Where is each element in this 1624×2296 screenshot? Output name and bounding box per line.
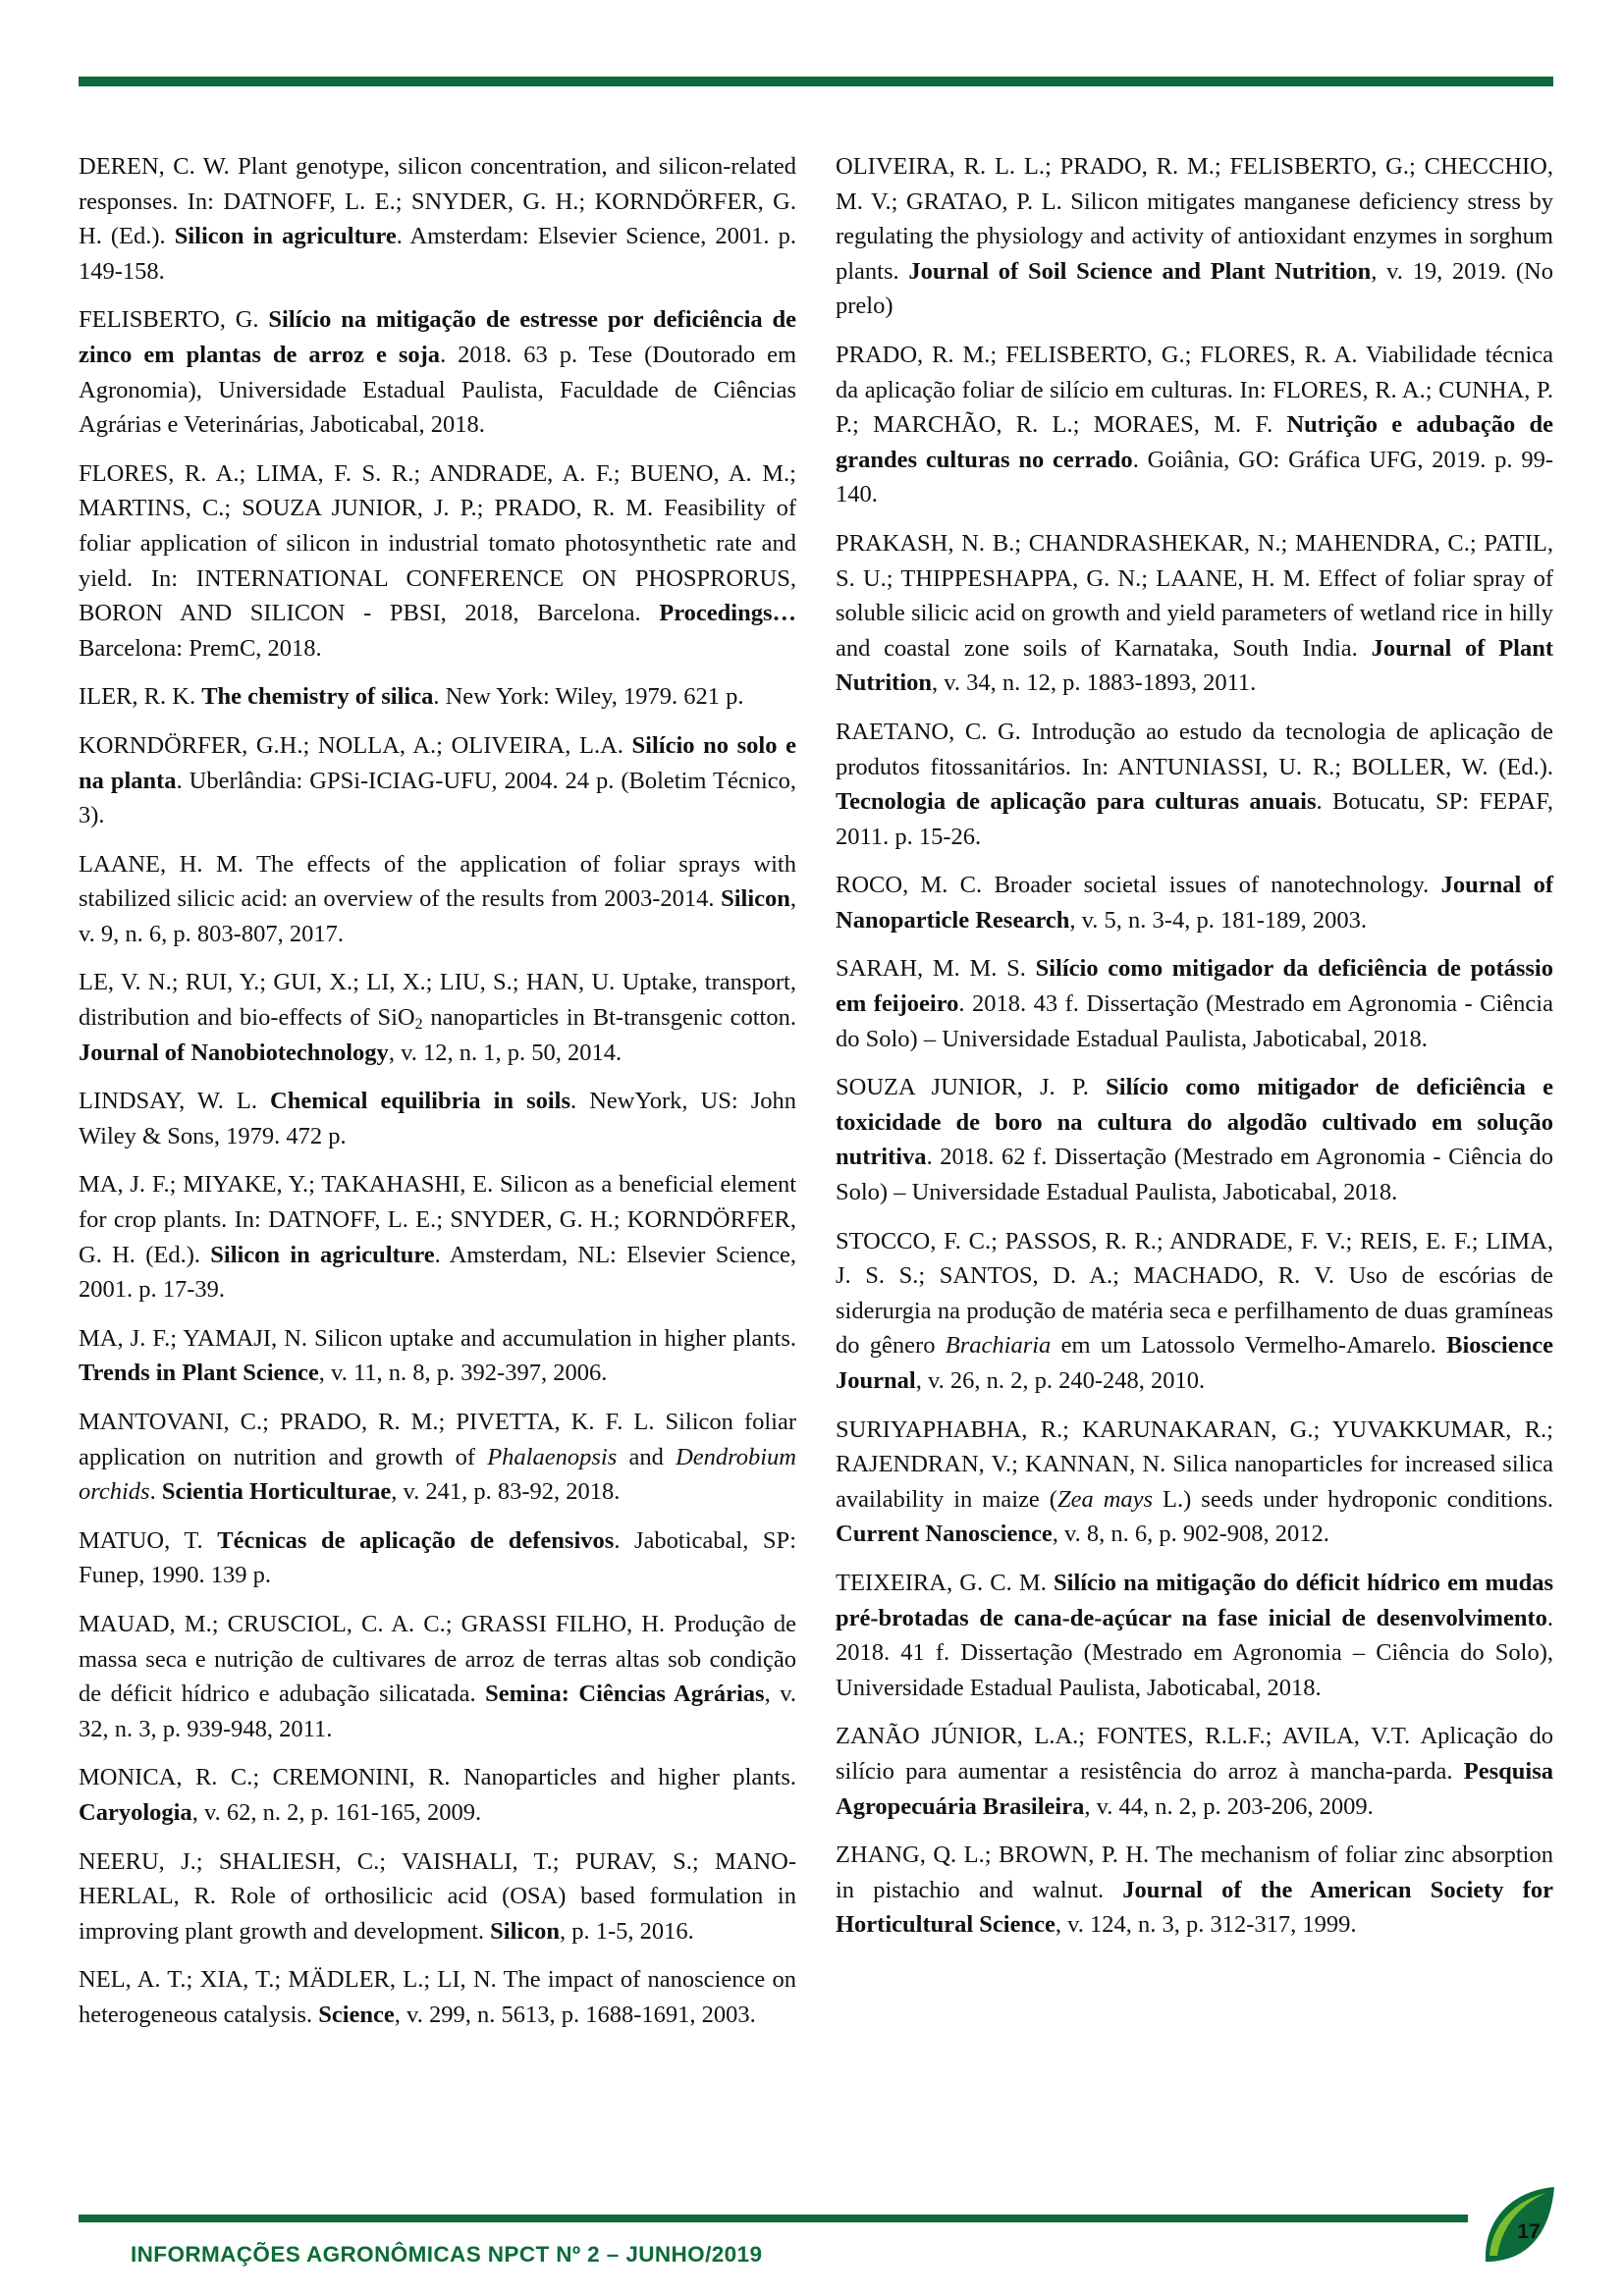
- reference-text: STOCCO, F. C.; PASSOS, R. R.; ANDRADE, F. V.; REIS, E. F.; LIMA, J. S. S.; SANTOS, D. A.; MACHADO, R. V. Uso de escórias de siderurgia na produção de matéria seca e perfilhamento de duas gramíneas do gênero: [836, 1227, 1553, 1360]
- reference-title: Técnicas de aplicação de defensivos: [217, 1526, 615, 1554]
- reference-title: Silício no solo e na planta: [79, 731, 796, 794]
- reference-title: Silicon in agriculture: [210, 1241, 435, 1268]
- reference-entry: [836, 1719, 1553, 1824]
- reference-title: Tecnologia de aplicação para culturas anuais: [836, 788, 1317, 816]
- reference-text: OLIVEIRA, R. L. L.; PRADO, R. M.; FELISBERTO, G.; CHECCHIO, M. V.; GRATAO, P. L. Silicon mitigates manganese deficiency stress by regulating the physiology and activity of antioxidant enzymes in sorghum plants.: [836, 153, 1553, 285]
- reference-entry: [79, 1405, 796, 1510]
- reference-text: LAANE, H. M. The effects of the application of foliar sprays with stabilized silicic acid: an overview of the results from 2003-2014.: [79, 850, 796, 913]
- reference-text: , v. 8, n. 6, p. 902-908, 2012.: [1052, 1521, 1329, 1548]
- reference-text: . Jaboticabal, SP: Funep, 1990. 139 p.: [79, 1526, 796, 1589]
- reference-entry: [79, 1607, 796, 1746]
- reference-entry: [79, 1844, 796, 1949]
- reference-text: LE, V. N.; RUI, Y.; GUI, X.; LI, X.; LIU, S.; HAN, U. Uptake, transport, distribution and bio-effects of SiO: [79, 969, 796, 1032]
- reference-text: ZANÃO JÚNIOR, L.A.; FONTES, R.L.F.; AVILA, V.T. Aplicação do silício para aumentar a resistência do arroz à mancha-parda.: [836, 1723, 1553, 1785]
- reference-text: LINDSAY, W. L.: [79, 1088, 271, 1115]
- reference-entry: [79, 1760, 796, 1830]
- reference-text: ROCO, M. C. Broader societal issues of nanotechnology.: [836, 872, 1441, 899]
- reference-entry: [836, 526, 1553, 701]
- reference-text: , p. 1-5, 2016.: [559, 1917, 694, 1945]
- reference-text: 2: [414, 1016, 423, 1034]
- reference-title: Pesquisa Agropecuária Brasileira: [836, 1757, 1553, 1820]
- reference-text: . NewYork, US: John Wiley & Sons, 1979. 472 p.: [79, 1088, 796, 1149]
- reference-text: FLORES, R. A.; LIMA, F. S. R.; ANDRADE, A. F.; BUENO, A. M.; MARTINS, C.; SOUZA JUNIOR, J. P.; PRADO, R. M. Feasibility of foliar application of silicon in industrial tomato photosynthetic rate and yield. In: INTERNATIONAL CONFERENCE ON PHOSPRORUS, BORON AND SILICON - PBSI, 2018, Barcelona.: [79, 459, 796, 627]
- reference-text: MANTOVANI, C.; PRADO, R. M.; PIVETTA, K. F. L. Silicon foliar application on nutrition and growth of: [79, 1409, 796, 1470]
- reference-text: , v. 299, n. 5613, p. 1688-1691, 2003.: [394, 2001, 756, 2028]
- reference-title: Silício como mitigador da deficiência de potássio em feijoeiro: [836, 955, 1553, 1018]
- reference-text: . 2018. 41 f. Dissertação (Mestrado em Agronomia – Ciência do Solo), Universidade Estadual Paulista, Jaboticabal, 2018.: [836, 1604, 1553, 1701]
- reference-text: . Goiânia, GO: Gráfica UFG, 2019. p. 99-140.: [836, 446, 1553, 508]
- reference-text: MATUO, T.: [79, 1526, 218, 1554]
- reference-title: Silicon: [721, 885, 790, 913]
- reference-title: Procedings…: [659, 600, 796, 627]
- reference-entry: [836, 868, 1553, 937]
- reference-text: . New York: Wiley, 1979. 621 p.: [433, 683, 744, 711]
- reference-entry: [79, 728, 796, 833]
- reference-title: Trends in Plant Science: [79, 1360, 319, 1387]
- reference-text: . 2018. 63 p. Tese (Doutorado em Agronomia), Universidade Estadual Paulista, Faculdade de Ciências Agrárias e Veterinárias, Jaboticabal, 2018.: [79, 341, 796, 439]
- top-divider: [79, 77, 1553, 86]
- reference-italic: Phalaenopsis: [487, 1443, 618, 1470]
- reference-text: , v. 124, n. 3, p. 312-317, 1999.: [1055, 1911, 1357, 1939]
- reference-text: , v. 44, n. 2, p. 203-206, 2009.: [1084, 1792, 1374, 1820]
- reference-title: Journal of the American Society for Horticultural Science: [836, 1876, 1553, 1939]
- reference-text: . Uberlândia: GPSi-ICIAG-UFU, 2004. 24 p. (Boletim Técnico, 3).: [79, 767, 797, 829]
- reference-text: , v. 11, n. 8, p. 392-397, 2006.: [318, 1360, 608, 1387]
- reference-entry: [79, 1084, 796, 1153]
- reference-text: RAETANO, C. G. Introdução ao estudo da tecnologia de aplicação de produtos fitossanitários. In: ANTUNIASSI, U. R.; BOLLER, W. (Ed.).: [836, 718, 1553, 780]
- reference-entry: [79, 965, 796, 1070]
- reference-italic: Brachiaria: [945, 1332, 1052, 1360]
- reference-text: DEREN, C. W. Plant genotype, silicon concentration, and silicon-related responses. In: DATNOFF, L. E.; SNYDER, G. H.; KORNDÖRFER, G. H. (Ed.).: [79, 153, 796, 250]
- reference-title: Silício na mitigação de estresse por deficiência de zinco em plantas de arroz e soja: [79, 306, 796, 368]
- reference-title: Caryologia: [79, 1798, 192, 1826]
- reference-text: . Amsterdam, NL: Elsevier Science, 2001. p. 17-39.: [79, 1241, 797, 1304]
- reference-text: NEL, A. T.; XIA, T.; MÄDLER, L.; LI, N. The impact of nanoscience on heterogeneous catalysis.: [79, 1966, 796, 2028]
- reference-entry: [836, 1413, 1553, 1552]
- reference-text: , v. 34, n. 12, p. 1883-1893, 2011.: [932, 669, 1257, 697]
- reference-text: MAUAD, M.; CRUSCIOL, C. A. C.; GRASSI FILHO, H. Produção de massa seca e nutrição de cultivares de arroz de terras altas sob condição de déficit hídrico e adubação silicatada.: [79, 1610, 796, 1708]
- reference-title: Bioscience Journal: [836, 1332, 1553, 1394]
- reference-title: Journal of Plant Nutrition: [836, 634, 1553, 697]
- reference-entry: [79, 1523, 796, 1593]
- reference-entry: [836, 1070, 1553, 1209]
- reference-title: Science: [318, 2001, 395, 2028]
- reference-text: nanoparticles in Bt-transgenic cotton.: [422, 1004, 796, 1032]
- footer-divider: [79, 2215, 1468, 2222]
- reference-text: SURIYAPHABHA, R.; KARUNAKARAN, G.; YUVAKKUMAR, R.; RAJENDRAN, V.; KANNAN, N. Silica nanoparticles for increased silica availability in maize (: [836, 1415, 1553, 1513]
- reference-entry: [79, 456, 796, 667]
- reference-title: Current Nanoscience: [836, 1521, 1053, 1548]
- reference-entry: [79, 1321, 796, 1391]
- reference-entry: [79, 847, 796, 952]
- reference-text: MA, J. F.; MIYAKE, Y.; TAKAHASHI, E. Silicon as a beneficial element for crop plants. In: DATNOFF, L. E.; SNYDER, G. H.; KORNDÖRFER, G. H. (Ed.).: [79, 1171, 796, 1268]
- reference-text: , v. 9, n. 6, p. 803-807, 2017.: [79, 885, 796, 947]
- reference-entry: [836, 951, 1553, 1056]
- reference-title: Scientia Horticulturae: [161, 1478, 392, 1506]
- reference-title: Journal of Soil Science and Plant Nutrition: [908, 257, 1372, 285]
- reference-text: . 2018. 43 f. Dissertação (Mestrado em Agronomia - Ciência do Solo) – Universidade Estadual Paulista, Jaboticabal, 2018.: [836, 990, 1553, 1052]
- reference-text: KORNDÖRFER, G.H.; NOLLA, A.; OLIVEIRA, L.A.: [79, 731, 632, 759]
- reference-text: SOUZA JUNIOR, J. P.: [836, 1074, 1107, 1101]
- reference-text: MA, J. F.; YAMAJI, N. Silicon uptake and accumulation in higher plants.: [79, 1324, 796, 1352]
- reference-text: , v. 26, n. 2, p. 240-248, 2010.: [915, 1367, 1206, 1394]
- reference-title: Semina: Ciências Agrárias: [485, 1681, 765, 1708]
- reference-text: ILER, R. K.: [79, 683, 202, 711]
- reference-text: L.) seeds under hydroponic conditions.: [1153, 1485, 1553, 1513]
- reference-entry: [79, 679, 796, 715]
- reference-text: em um Latossolo Vermelho-Amarelo.: [1051, 1332, 1447, 1360]
- reference-text: , v. 19, 2019. (No prelo): [836, 257, 1553, 320]
- reference-entry: [836, 338, 1553, 512]
- reference-text: PRADO, R. M.; FELISBERTO, G.; FLORES, R. A. Viabilidade técnica da aplicação foliar de silício em culturas. In: FLORES, R. A.; CUNHA, P. P.; MARCHÃO, R. L.; MORAES, M. F.: [836, 341, 1553, 439]
- reference-title: Nutrição e adubação de grandes culturas no cerrado: [836, 411, 1553, 473]
- reference-text: SARAH, M. M. S.: [836, 955, 1036, 983]
- reference-text: . 2018. 62 f. Dissertação (Mestrado em Agronomia - Ciência do Solo) – Universidade Estadual Paulista, Jaboticabal, 2018.: [836, 1144, 1553, 1206]
- reference-text: , v. 32, n. 3, p. 939-948, 2011.: [79, 1681, 796, 1742]
- reference-text: , v. 62, n. 2, p. 161-165, 2009.: [191, 1798, 482, 1826]
- reference-entry: [836, 1838, 1553, 1943]
- reference-text: NEERU, J.; SHALIESH, C.; VAISHALI, T.; PURAV, S.; MANOHERLAL, R. Role of orthosilicic acid (OSA) based formulation in improving plant growth and development.: [79, 1847, 796, 1945]
- reference-title: The chemistry of silica: [201, 683, 434, 711]
- reference-text: . Botucatu, SP: FEPAF, 2011. p. 15-26.: [836, 788, 1553, 850]
- reference-text: FELISBERTO, G.: [79, 306, 269, 334]
- reference-entry: [79, 149, 796, 289]
- reference-text: TEIXEIRA, G. C. M.: [836, 1569, 1055, 1596]
- reference-text: , v. 241, p. 83-92, 2018.: [391, 1478, 621, 1506]
- reference-text: .: [149, 1478, 162, 1506]
- reference-text: and: [617, 1443, 677, 1470]
- reference-text: , v. 12, n. 1, p. 50, 2014.: [388, 1039, 623, 1066]
- references-right-column: [836, 149, 1553, 1956]
- reference-italic: Dendrobium orchids: [79, 1443, 797, 1506]
- reference-text: PRAKASH, N. B.; CHANDRASHEKAR, N.; MAHENDRA, C.; PATIL, S. U.; THIPPESHAPPA, G. N.; LAANE, H. M. Effect of foliar spray of soluble silicic acid on growth and yield parameters of wetland rice in hilly and coastal zone soils of Karnataka, South India.: [836, 529, 1553, 662]
- reference-entry: [79, 1962, 796, 2032]
- reference-title: Journal of Nanoparticle Research: [836, 872, 1553, 934]
- reference-entry: [836, 1224, 1553, 1399]
- reference-title: Chemical equilibria in soils: [270, 1088, 571, 1115]
- reference-title: Journal of Nanobiotechnology: [79, 1039, 389, 1066]
- reference-title: Silicon: [490, 1917, 560, 1945]
- reference-entry: [79, 1167, 796, 1307]
- page-number: 17: [1517, 2220, 1541, 2243]
- reference-entry: [836, 149, 1553, 324]
- reference-text: , v. 5, n. 3-4, p. 181-189, 2003.: [1069, 906, 1367, 934]
- reference-title: Silicon in agriculture: [174, 223, 397, 250]
- reference-text: Barcelona: PremC, 2018.: [79, 634, 322, 662]
- reference-italic: Zea mays: [1056, 1485, 1154, 1513]
- reference-entry: [79, 302, 796, 442]
- reference-entry: [836, 715, 1553, 854]
- publication-footer: INFORMAÇÕES AGRONÔMICAS NPCT Nº 2 – JUNHO/2019: [131, 2242, 763, 2267]
- reference-text: . Amsterdam: Elsevier Science, 2001. p. 149-158.: [79, 223, 797, 285]
- references-left-column: [79, 149, 796, 2047]
- reference-entry: [836, 1566, 1553, 1705]
- reference-title: Silício como mitigador de deficiência e toxicidade de boro na cultura do algodão cultivado em solução nutritiva: [836, 1074, 1553, 1171]
- reference-text: ZHANG, Q. L.; BROWN, P. H. The mechanism of foliar zinc absorption in pistachio and walnut.: [836, 1842, 1553, 1903]
- reference-title: Silício na mitigação do déficit hídrico em mudas pré-brotadas de cana-de-açúcar na fase inicial de desenvolvimento: [836, 1569, 1553, 1631]
- reference-text: MONICA, R. C.; CREMONINI, R. Nanoparticles and higher plants.: [79, 1764, 796, 1791]
